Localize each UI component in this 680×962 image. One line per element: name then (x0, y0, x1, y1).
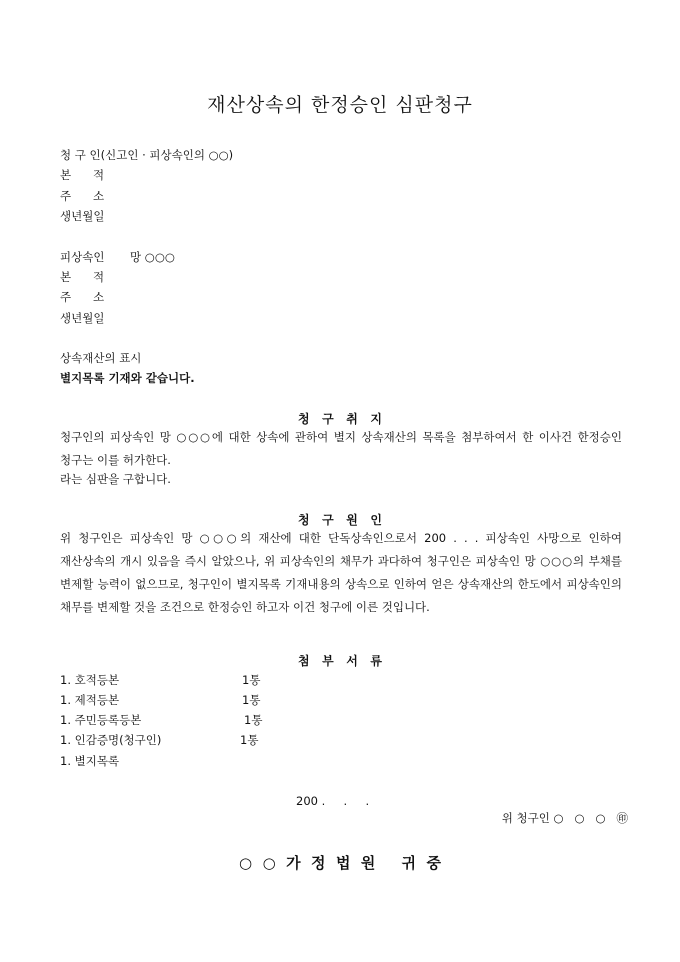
purpose-heading: 청 구 취 지 (298, 412, 382, 426)
purpose-closing: 라는 심판을 구합니다. (60, 472, 171, 486)
attachment-item-name: 1. 제적등본 (60, 693, 120, 707)
attachment-item-qty: 1통 (244, 713, 263, 727)
attachment-item-name: 1. 인감증명(청구인) (60, 733, 162, 747)
document-title: 재산상속의 한정승인 심판청구 (207, 94, 473, 116)
claimant-domicile-label: 본 적 (60, 168, 105, 182)
attachment-item-qty: 1통 (240, 733, 259, 747)
deceased-address-label: 주 소 (60, 290, 105, 304)
filing-date: 200 . . . (296, 794, 370, 808)
reason-text: 위 청구인은 피상속인 망 ○○○의 재산에 대한 단독상속인으로서 200 . . . 피상속인 사망으로 인하여 재산상속의 개시 있음을 즉시 알았으나, 위 피상속인의 채무가 과다하여 청구인은 피상속인 망 ○○○의 부채를 변제할 능력이 없으므로, 청구인이 별지목록 기재내용의 상속으로 인하여 얻은 상속재산의 한도에서 피상속인의 채무를 변제할 것을 조건으로 한정승인 하고자 이건 청구에 이른 것입니다. (60, 531, 622, 614)
estate-label: 상속재산의 표시 (60, 351, 142, 365)
reason-heading: 청 구 원 인 (298, 513, 382, 527)
claimant-birthdate-label: 생년월일 (60, 209, 105, 223)
attachment-item-name: 1. 별지목록 (60, 754, 120, 768)
deceased-birthdate-label: 생년월일 (60, 311, 105, 325)
deceased-domicile-label: 본 적 (60, 270, 105, 284)
purpose-text: 청구인의 피상속인 망 ○○○에 대한 상속에 관하여 별지 상속재산의 목록을 첨부하여서 한 이사건 한정승인 청구는 이를 허가한다. (60, 430, 622, 467)
attachment-item-qty: 1통 (242, 673, 261, 687)
attachment-item-qty: 1통 (242, 693, 261, 707)
attachments-heading: 첨 부 서 류 (298, 654, 382, 668)
claimant-header: 청 구 인(신고인 · 피상속인의 ○○) (60, 148, 234, 162)
court-addressee: ○ ○ 가 정 법 원 귀 중 (239, 854, 441, 872)
attachment-item-name: 1. 주민등록등본 (60, 713, 142, 727)
claimant-address-label: 주 소 (60, 189, 105, 203)
claimant-signature: 위 청구인 ○ ○ ○ ㊞ (501, 811, 628, 825)
attachment-item-name: 1. 호적등본 (60, 673, 120, 687)
deceased-header: 피상속인 망 ○○○ (60, 250, 175, 264)
estate-value: 별지목록 기재와 같습니다. (60, 371, 195, 385)
